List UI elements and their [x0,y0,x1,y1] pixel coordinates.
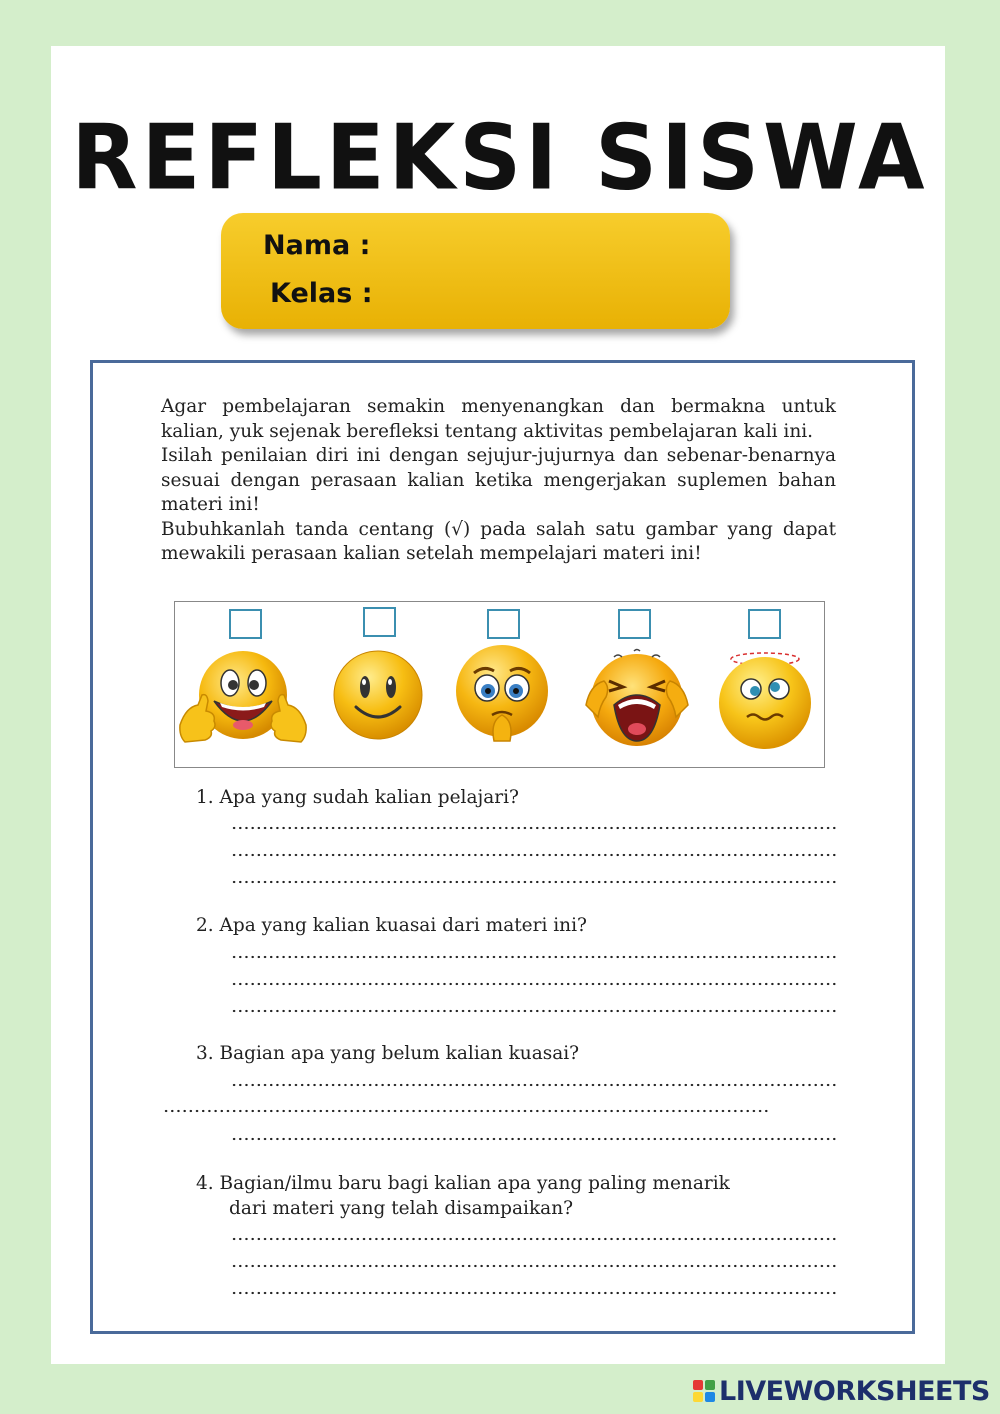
crying-face-icon [584,645,690,751]
question-4-line-2: dari materi yang telah disampaikan? [229,1198,574,1219]
instruction-paragraph-1: Agar pembelajaran semakin menyenangkan dan bermakna untuk kalian, yuk sejenak berefleksi tentang aktivitas pembelajaran kali ini. [161,396,836,442]
class-label: Kelas : [270,278,373,309]
identity-box [221,213,730,329]
checkbox-crying[interactable] [618,609,651,639]
answer-line[interactable] [231,982,839,986]
dizzy-face-icon [715,645,815,751]
instructions [161,395,836,567]
answer-line[interactable] [231,1291,839,1295]
checkbox-dizzy[interactable] [748,609,781,639]
logo-block [705,1380,715,1390]
answer-line[interactable] [231,1137,839,1141]
answer-line[interactable] [231,853,839,857]
logo-block [693,1392,703,1402]
checkbox-very-happy[interactable] [229,609,262,639]
worried-face-icon [452,643,552,743]
question-4-line-1: 4. Bagian/ilmu baru bagi kalian apa yang paling menarik [196,1173,730,1194]
logo-block [693,1380,703,1390]
answer-line[interactable] [231,1237,839,1241]
logo-text: LIVEWORKSHEETS [719,1375,990,1407]
logo-block [705,1392,715,1402]
page-title: REFLEKSI SISWA [71,105,929,211]
question-2: 2. Apa yang kalian kuasai dari materi ini? [196,915,587,936]
smiling-face-icon [332,649,424,741]
answer-line[interactable] [231,1264,839,1268]
answer-line[interactable] [231,955,839,959]
liveworksheets-logo[interactable] [693,1376,990,1406]
name-label: Nama : [263,230,371,261]
question-1: 1. Apa yang sudah kalian pelajari? [196,787,519,808]
checkbox-worried[interactable] [487,609,520,639]
answer-line[interactable] [163,1109,771,1113]
checkbox-smiling[interactable] [363,607,396,637]
answer-line[interactable] [231,826,839,830]
question-3: 3. Bagian apa yang belum kalian kuasai? [196,1043,580,1064]
very-happy-thumbs-up-icon [178,645,308,753]
answer-line[interactable] [231,880,839,884]
answer-line[interactable] [231,1009,839,1013]
instruction-paragraph-3: Bubuhkanlah tanda centang (√) pada salah satu gambar yang dapat mewakili perasaan kalian setelah mempelajari materi ini! [161,518,836,564]
logo-blocks-icon [693,1380,715,1402]
instruction-paragraph-2: Isilah penilaian diri ini dengan sejujur-jujurnya dan sebenar-benarnya sesuai dengan perasaan kalian ketika mengerjakan suplemen bahan materi ini! [161,445,836,515]
answer-line[interactable] [231,1083,839,1087]
